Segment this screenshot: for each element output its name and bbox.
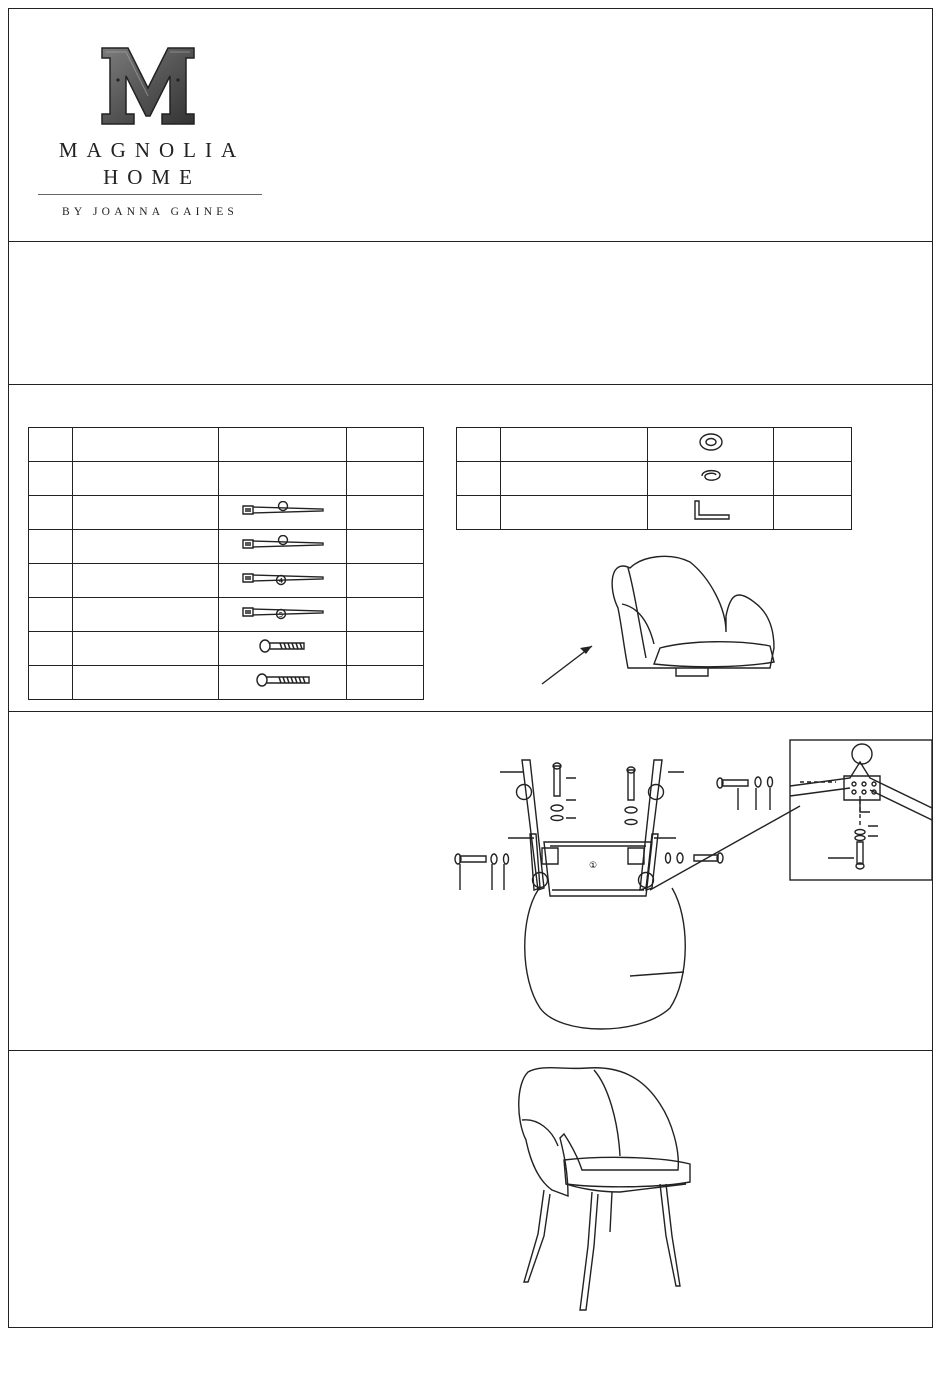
parts-table-left (28, 427, 424, 700)
assembly-diagram (440, 738, 935, 1036)
short-bolt-icon (258, 638, 308, 654)
table-row (29, 496, 424, 530)
divider (8, 241, 933, 242)
svg-text:4: 4 (278, 577, 284, 585)
table-row (29, 530, 424, 564)
table-row (29, 564, 424, 598)
allen-key-icon (689, 497, 733, 523)
long-bolt-icon (255, 672, 311, 688)
chair-leg-4-icon (241, 569, 325, 587)
flat-washer-icon (698, 432, 724, 452)
divider (8, 711, 933, 712)
brand-name: MAGNOLIA (58, 138, 246, 162)
spring-washer-icon (698, 466, 724, 486)
magnolia-logo-icon (100, 44, 196, 128)
brand-home: HOME (103, 165, 201, 189)
chair-body-overview-illustration (530, 548, 780, 688)
svg-text:①: ① (588, 861, 598, 871)
assembled-chair-illustration (508, 1060, 708, 1318)
divider (8, 1050, 933, 1051)
svg-text:5: 5 (278, 611, 284, 619)
table-row (457, 496, 852, 530)
chair-leg-2-icon (241, 535, 325, 553)
brand-rule (38, 194, 262, 195)
divider (8, 384, 933, 385)
table-row (29, 462, 424, 496)
table-row (29, 598, 424, 632)
chair-leg-1-icon (241, 501, 325, 519)
table-row (29, 666, 424, 700)
table-row (29, 632, 424, 666)
table-row (29, 428, 424, 462)
table-row (457, 462, 852, 496)
chair-leg-5-icon (241, 603, 325, 621)
parts-table-right (456, 427, 852, 530)
table-row (457, 428, 852, 462)
brand-byline: BY JOANNA GAINES (61, 206, 239, 218)
